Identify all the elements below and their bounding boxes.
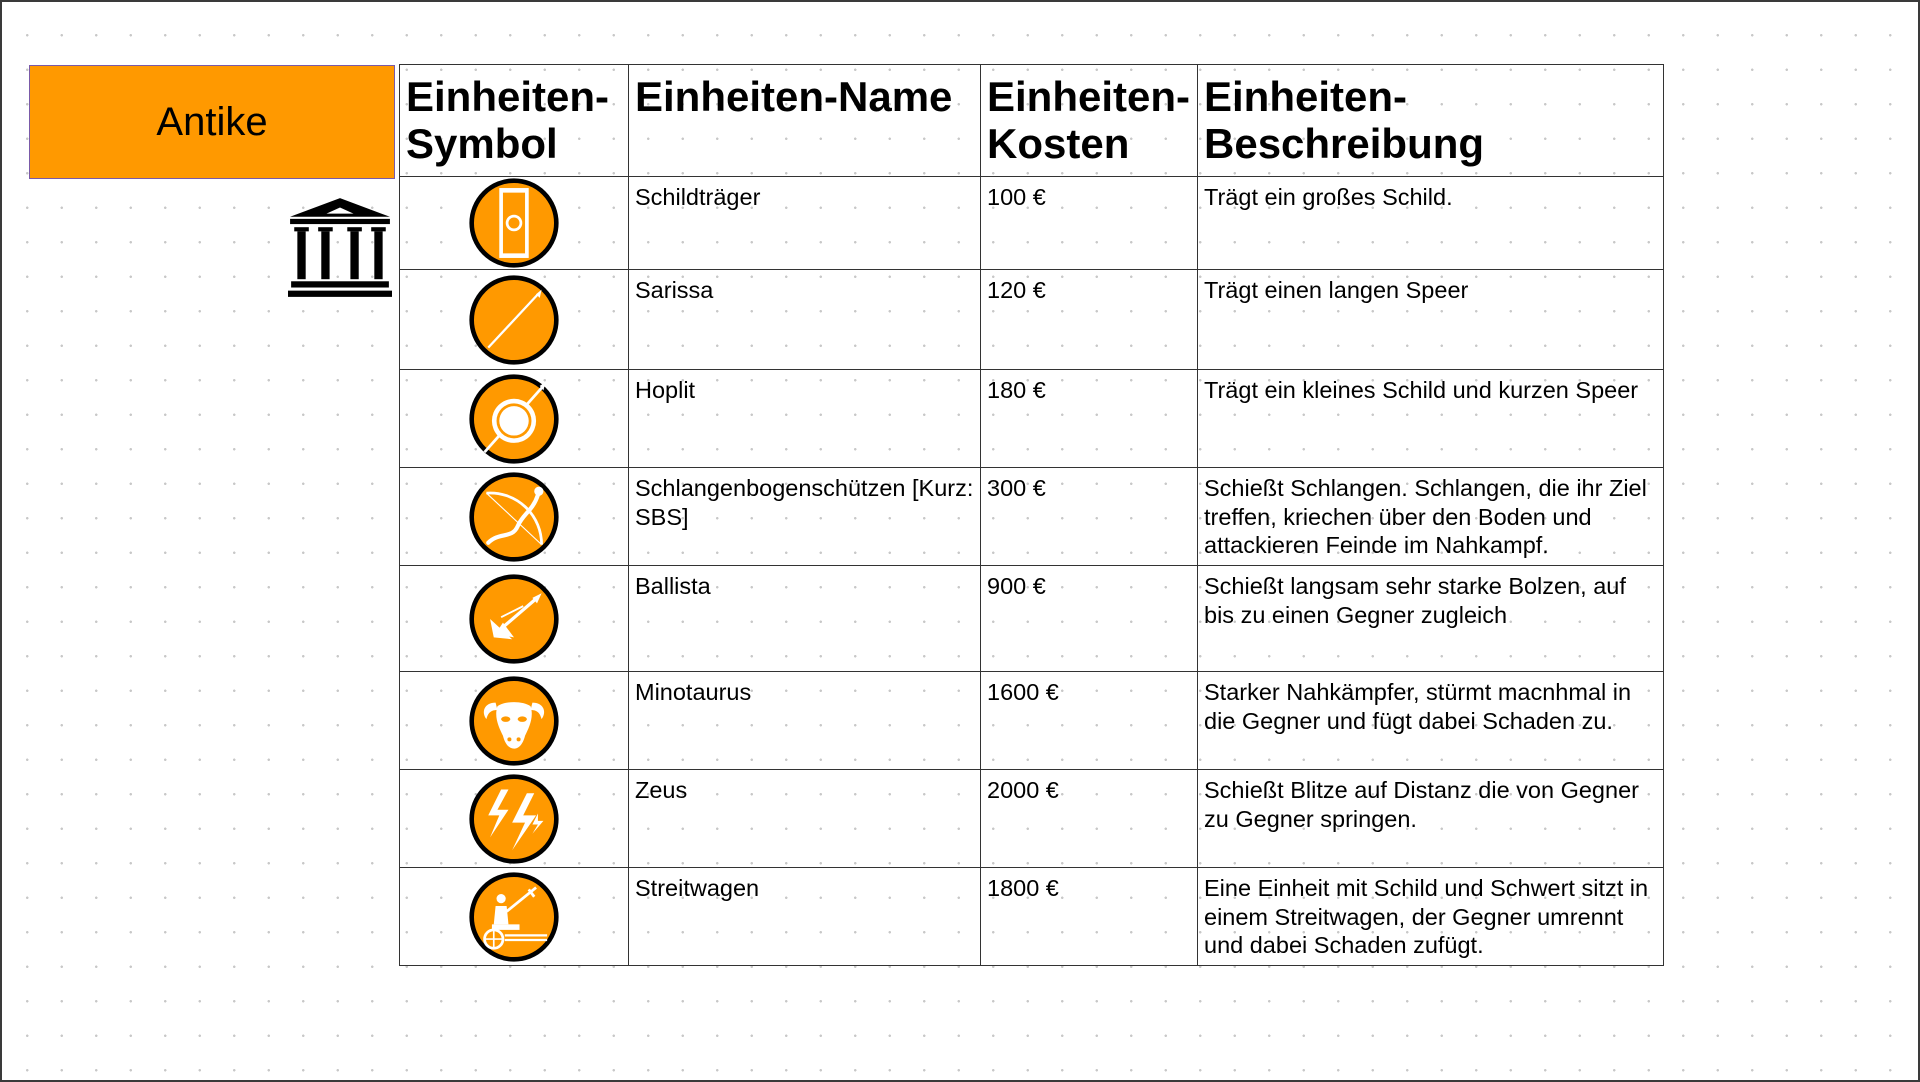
unit-name: Hoplit: [629, 370, 981, 468]
unit-description: Schießt Schlangen. Schlangen, die ihr Ziel treffen, kriechen über den Boden und attackieren Feinde im Nahkampf.: [1198, 468, 1664, 566]
symbol-cell: [400, 672, 629, 770]
unit-cost: 900 €: [981, 566, 1198, 672]
ballista-icon: [468, 573, 560, 665]
unit-name: Ballista: [629, 566, 981, 672]
unit-cost: 1800 €: [981, 868, 1198, 966]
hoplite-icon: [468, 373, 560, 465]
symbol-cell: [400, 468, 629, 566]
unit-name: Streitwagen: [629, 868, 981, 966]
unit-description: Starker Nahkämpfer, stürmt macnhmal in die Gegner und fügt dabei Schaden zu.: [1198, 672, 1664, 770]
unit-name: Schildträger: [629, 177, 981, 270]
table-row: [400, 370, 1664, 468]
symbol-cell: [400, 270, 629, 370]
table-header-row: [400, 65, 1664, 177]
snake-bow-icon: [468, 471, 560, 563]
symbol-cell: [400, 868, 629, 966]
symbol-cell: [400, 370, 629, 468]
header-description: Einheiten-Beschreibung: [1198, 65, 1664, 177]
unit-name: Schlangenbogenschützen [Kurz: SBS]: [629, 468, 981, 566]
unit-description: Trägt ein kleines Schild und kurzen Speer: [1198, 370, 1664, 468]
unit-name: Zeus: [629, 770, 981, 868]
table-row: [400, 566, 1664, 672]
table-row: [400, 468, 1664, 566]
unit-cost: 1600 €: [981, 672, 1198, 770]
unit-cost: 180 €: [981, 370, 1198, 468]
header-symbol: Einheiten-Symbol: [400, 65, 629, 177]
era-label-box: [29, 65, 395, 179]
unit-name: Sarissa: [629, 270, 981, 370]
table-row: [400, 868, 1664, 966]
temple-icon: [288, 196, 392, 300]
unit-name: Minotaurus: [629, 672, 981, 770]
symbol-cell: [400, 566, 629, 672]
unit-cost: 120 €: [981, 270, 1198, 370]
symbol-cell: [400, 177, 629, 270]
table-row: [400, 177, 1664, 270]
unit-cost: 300 €: [981, 468, 1198, 566]
unit-description: Schießt Blitze auf Distanz die von Gegner zu Gegner springen.: [1198, 770, 1664, 868]
header-cost: Einheiten-Kosten: [981, 65, 1198, 177]
table-row: [400, 770, 1664, 868]
header-name: Einheiten-Name: [629, 65, 981, 177]
spear-icon: [468, 274, 560, 366]
era-label: Antike: [156, 99, 268, 144]
chariot-icon: [468, 871, 560, 963]
unit-cost: 100 €: [981, 177, 1198, 270]
table-row: [400, 672, 1664, 770]
unit-description: Trägt einen langen Speer: [1198, 270, 1664, 370]
unit-description: Schießt langsam sehr starke Bolzen, auf bis zu einen Gegner zugleich: [1198, 566, 1664, 672]
shield-icon: [468, 177, 560, 269]
table-row: [400, 270, 1664, 370]
unit-description: Trägt ein großes Schild.: [1198, 177, 1664, 270]
units-table: [399, 64, 1664, 966]
symbol-cell: [400, 770, 629, 868]
minotaur-icon: [468, 675, 560, 767]
unit-description: Eine Einheit mit Schild und Schwert sitzt in einem Streitwagen, der Gegner umrennt und dabei Schaden zufügt.: [1198, 868, 1664, 966]
unit-cost: 2000 €: [981, 770, 1198, 868]
lightning-icon: [468, 773, 560, 865]
